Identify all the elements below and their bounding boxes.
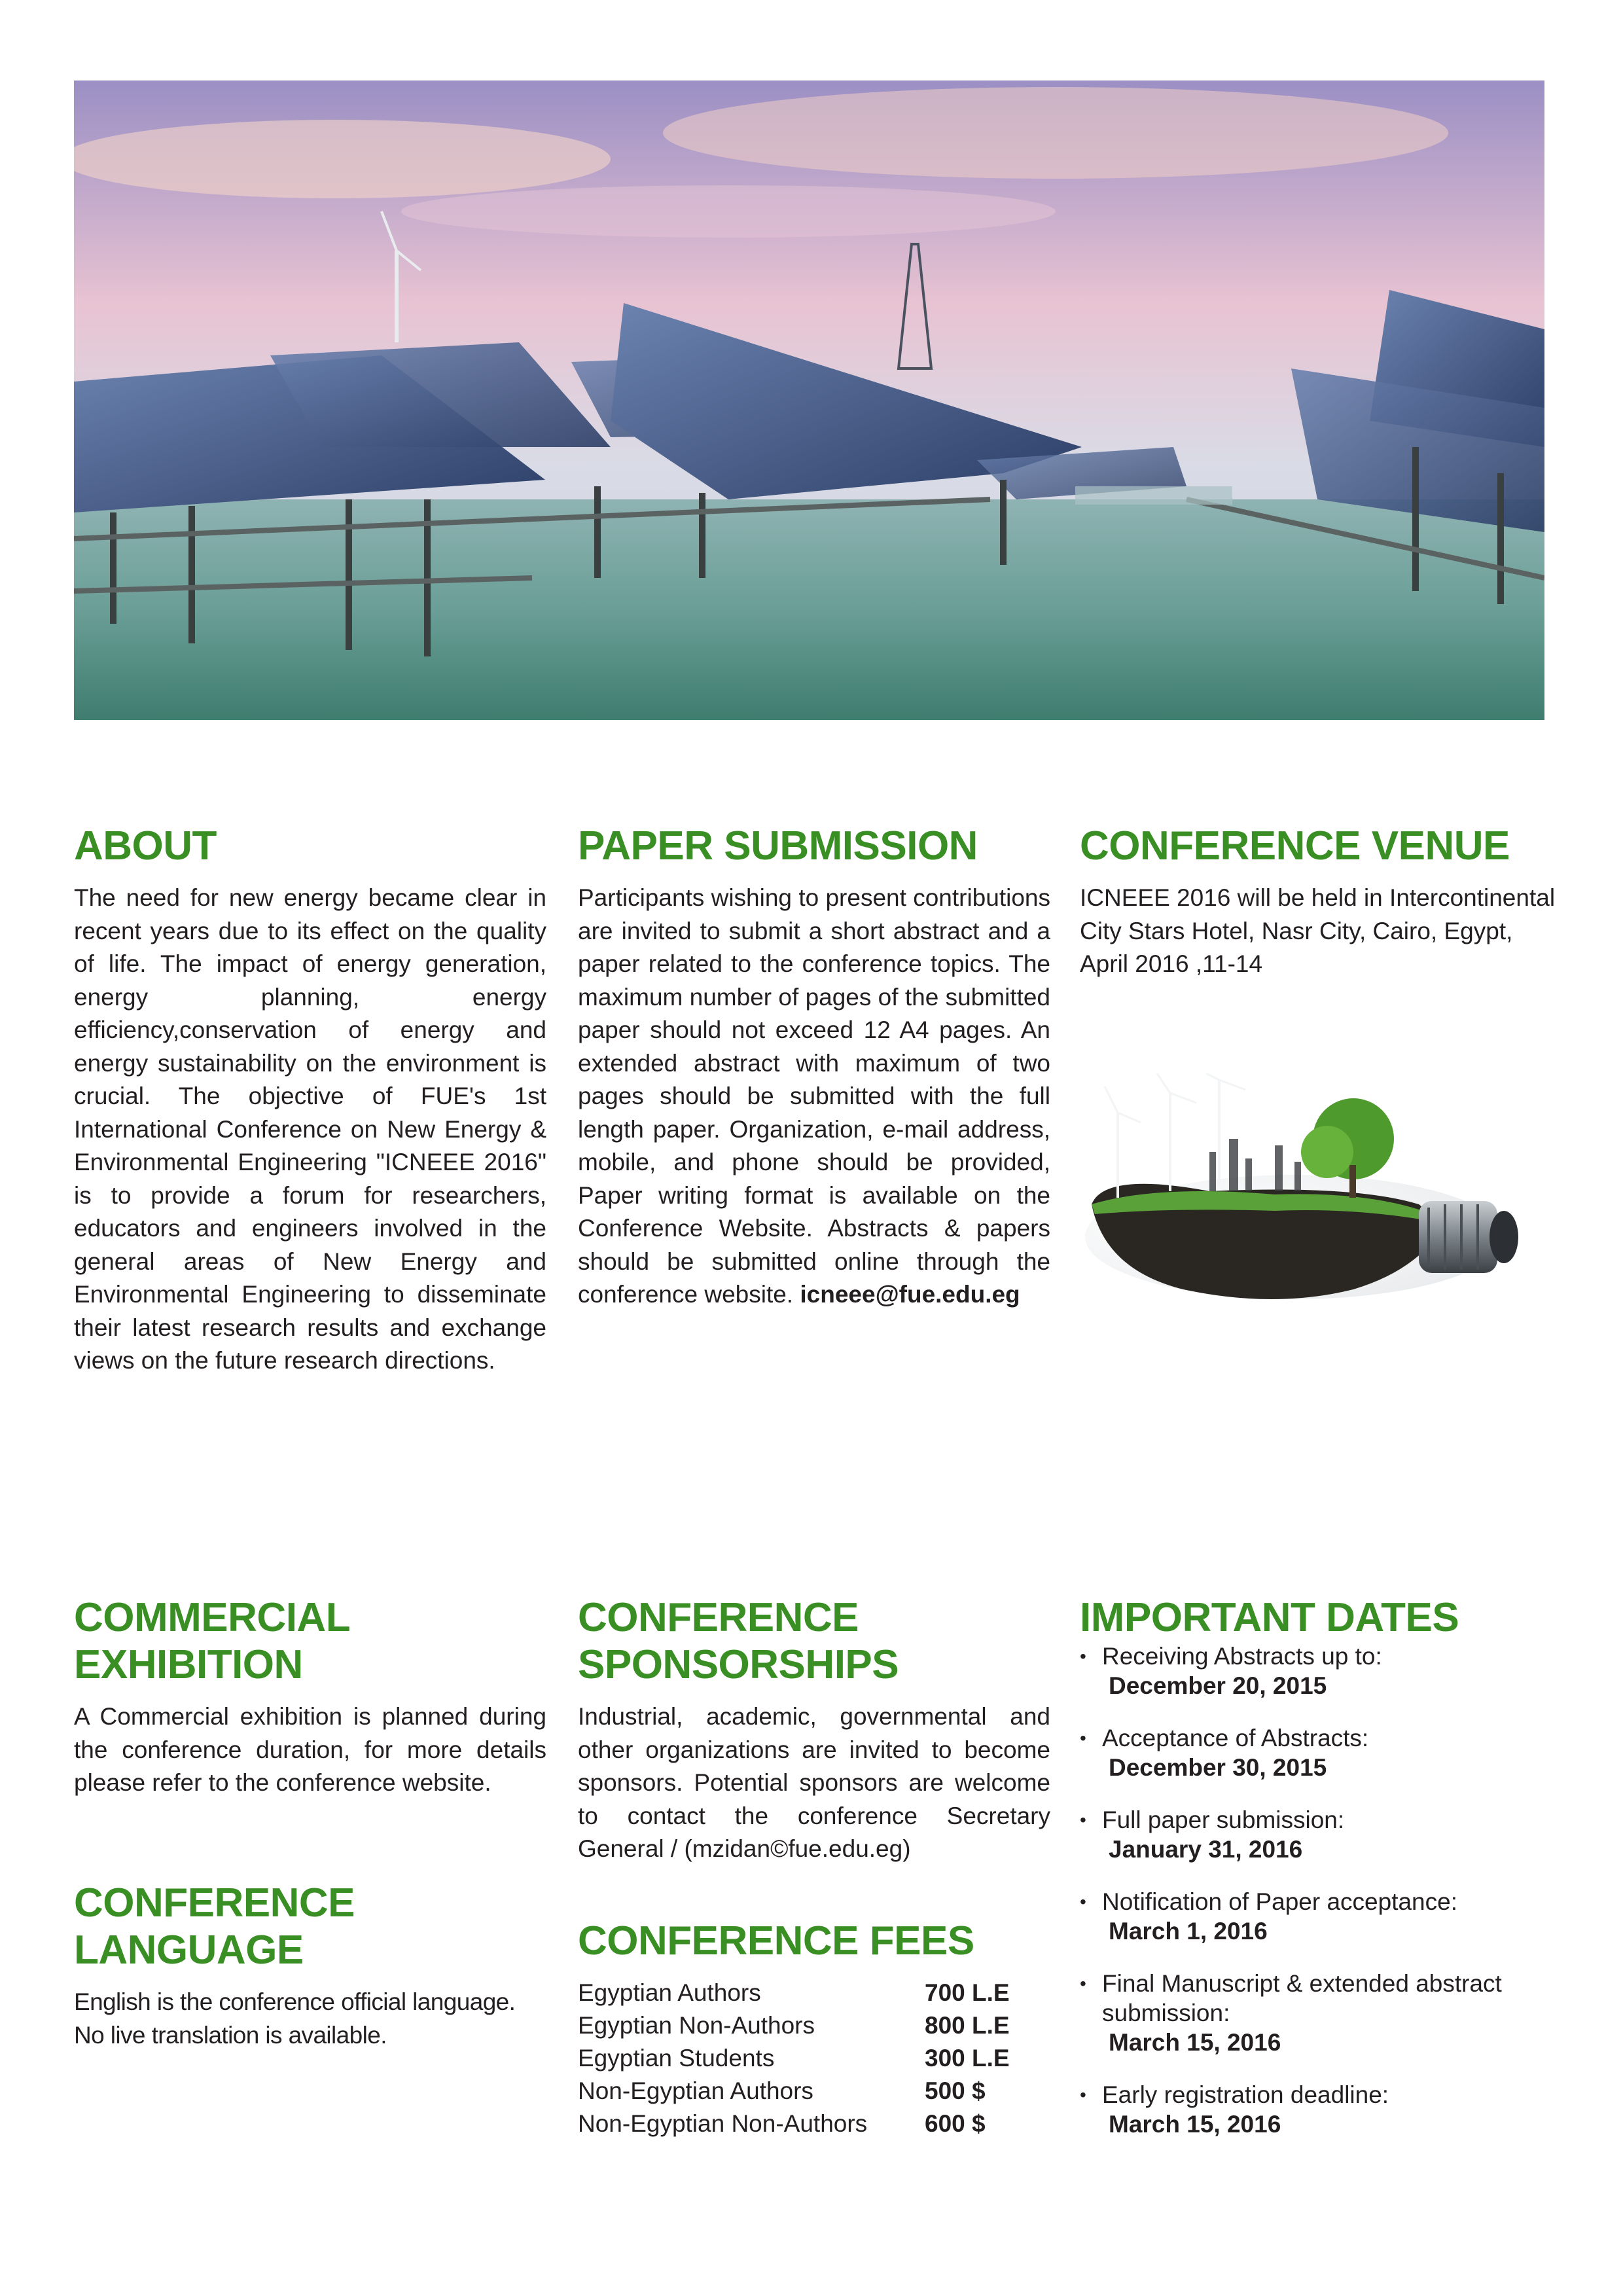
eco-lightbulb-illustration — [1079, 1073, 1556, 1322]
date-value: March 15, 2016 — [1109, 2111, 1281, 2138]
venue-section — [1080, 823, 1558, 981]
fee-row — [578, 2108, 1050, 2140]
sponsorships-heading — [578, 1594, 1050, 1689]
exhibition-body: A Commercial exhibition is planned during the conference duration, for more details please refer to the conference website. — [74, 1703, 546, 1796]
date-label: Notification of Paper acceptance: — [1102, 1888, 1457, 1915]
date-value: December 30, 2015 — [1109, 1754, 1327, 1781]
date-label: Receiving Abstracts up to: — [1102, 1643, 1382, 1670]
date-item — [1080, 1641, 1558, 1700]
date-label: Acceptance of Abstracts: — [1102, 1725, 1369, 1751]
sponsorships-body: Industrial, academic, governmental and other organizations are invited to become sponsors. Potential sponsors are welcome to contact the conference Secretary General / (mzidan©fue.edu.eg) — [578, 1703, 1050, 1862]
paper-submission-section — [578, 823, 1050, 1312]
fee-value: 500 $ — [925, 2077, 986, 2104]
fees-heading: CONFERENCE FEES — [578, 1918, 974, 1964]
language-heading — [74, 1880, 546, 1974]
fee-label: Non-Egyptian Authors — [578, 2077, 813, 2104]
date-item — [1080, 2080, 1558, 2139]
language-heading-line2: LANGUAGE — [74, 1928, 304, 1973]
date-item — [1080, 1723, 1558, 1782]
language-heading-line1: CONFERENCE — [74, 1880, 355, 1926]
lightbulb-landscape-icon — [1079, 1073, 1556, 1322]
venue-body: ICNEEE 2016 will be held in Intercontinental City Stars Hotel, Nasr City, Cairo, Egypt, April 2016 ,11-14 — [1080, 884, 1556, 977]
fee-row — [578, 1977, 1050, 2009]
hero-solar-photo — [74, 81, 1544, 720]
sponsorships-heading-line1: CONFERENCE — [578, 1595, 859, 1640]
about-body: The need for new energy became clear in recent years due to its effect on the quality of life. The impact of energy generation, energy planning, energy efficiency,conservation of energy and energy sustainability on the environment is crucial. The objective of FUE's 1st International Conference on New Energy & Environmental Engineering "ICNEEE 2016" is to provide a forum for researchers, educators and engineers involved in the general areas of New Energy and Environmental Engineering to disseminate their latest research results and exchange views on the future research directions. — [74, 884, 546, 1374]
conference-email-link[interactable]: icneee@fue.edu.eg — [800, 1281, 1020, 1308]
paper-submission-body — [578, 882, 1050, 1312]
fee-value: 700 L.E — [925, 1979, 1010, 2006]
fee-label: Non-Egyptian Non-Authors — [578, 2110, 868, 2137]
exhibition-heading-line2: EXHIBITION — [74, 1642, 303, 1687]
date-value: January 31, 2016 — [1109, 1836, 1303, 1863]
date-item — [1080, 1805, 1558, 1864]
date-value: December 20, 2015 — [1109, 1672, 1327, 1699]
sponsorships-section — [578, 1594, 1050, 1866]
about-heading: ABOUT — [74, 823, 217, 869]
date-value: March 1, 2016 — [1109, 1918, 1268, 1945]
fees-table — [578, 1977, 1050, 2140]
fee-label: Egyptian Authors — [578, 1979, 761, 2006]
venue-heading: CONFERENCE VENUE — [1080, 823, 1510, 869]
date-value: March 15, 2016 — [1109, 2029, 1281, 2056]
exhibition-heading-line1: COMMERCIAL — [74, 1595, 351, 1640]
dates-section — [1080, 1594, 1558, 2162]
about-section — [74, 823, 546, 1378]
fee-label: Egyptian Students — [578, 2045, 775, 2072]
fee-row — [578, 2075, 1050, 2108]
date-item — [1080, 1969, 1558, 2057]
exhibition-section — [74, 1594, 546, 1800]
dates-list — [1080, 1641, 1558, 2139]
exhibition-heading — [74, 1594, 546, 1689]
date-label: Early registration deadline: — [1102, 2081, 1389, 2108]
language-section — [74, 1880, 546, 2052]
fee-label: Egyptian Non-Authors — [578, 2012, 815, 2039]
solar-farm-illustration — [74, 81, 1544, 720]
paper-submission-text: Participants wishing to present contributions are invited to submit a short abstract and a paper related to the conference topics. The maximum number of pages of the submitted paper should not exceed 12 A4 pages. An extended abstract with maximum of two pages should be submitted with the full length paper. Organization, e-mail address, mobile, and phone should be provided, Paper writing format is available on the Conference Website. Abstracts & papers should be submitted online through the conference website. — [578, 884, 1050, 1308]
language-body: English is the conference official language. No live translation is available. — [74, 1988, 516, 2049]
fee-value: 600 $ — [925, 2110, 986, 2137]
fee-row — [578, 2042, 1050, 2075]
fee-value: 300 L.E — [925, 2045, 1010, 2072]
paper-submission-heading: PAPER SUBMISSION — [578, 823, 978, 869]
date-label: Final Manuscript & extended abstract submission: — [1102, 1970, 1502, 2026]
dates-heading: IMPORTANT DATES — [1080, 1595, 1459, 1640]
fee-value: 800 L.E — [925, 2012, 1010, 2039]
fee-row — [578, 2009, 1050, 2042]
date-label: Full paper submission: — [1102, 1806, 1345, 1833]
sponsorships-heading-line2: SPONSORSHIPS — [578, 1642, 899, 1687]
fees-section — [578, 1918, 1050, 2140]
date-item — [1080, 1887, 1558, 1946]
